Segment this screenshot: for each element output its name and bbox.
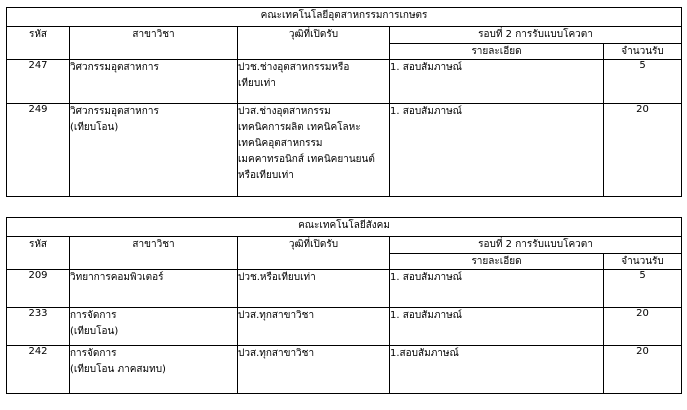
- row-major: [70, 308, 238, 346]
- qualification-line: เมคคาทรอนิกส์ เทคนิคยานยนต์: [238, 154, 375, 165]
- row-major: [70, 270, 238, 308]
- row-major: [70, 346, 238, 394]
- major-line: วิศวกรรมอุตสาหการ: [70, 106, 159, 117]
- header-qualification: วุฒิที่เปิดรับ: [238, 27, 390, 60]
- table-row: [7, 104, 682, 197]
- row-code: 209: [7, 270, 70, 308]
- header-detail: รายละเอียด: [390, 44, 604, 60]
- major-line: วิทยาการคอมพิวเตอร์: [70, 272, 164, 283]
- row-qualification: [238, 60, 390, 104]
- qualification-line: เทียบเท่า: [238, 78, 276, 89]
- header-code: รหัส: [7, 27, 70, 60]
- table-row: [7, 346, 682, 394]
- header-major: สาขาวิชา: [70, 27, 238, 60]
- qualification-line: ปวส.ช่างอุตสาหกรรม: [238, 106, 331, 117]
- row-count: 20: [604, 346, 682, 394]
- major-line: วิศวกรรมอุตสาหการ: [70, 62, 159, 73]
- row-count: 20: [604, 104, 682, 197]
- row-code: 247: [7, 60, 70, 104]
- row-code: 242: [7, 346, 70, 394]
- qualification-line: ปวช.ช่างอุตสาหกรรมหรือ: [238, 62, 350, 73]
- row-count: 5: [604, 60, 682, 104]
- row-qualification: [238, 308, 390, 346]
- faculty-table-agro-industrial: [6, 7, 682, 197]
- qualification-line: เทคนิคการผลิต เทคนิคโลหะ: [238, 122, 361, 133]
- qualification-line: ปวส.ทุกสาขาวิชา: [238, 348, 315, 359]
- qualification-line: เทคนิคอุตสาหกรรม: [238, 138, 323, 149]
- row-detail: 1. สอบสัมภาษณ์: [390, 270, 604, 308]
- row-detail: 1. สอบสัมภาษณ์: [390, 104, 604, 197]
- qualification-line: ปวช.หรือเทียบเท่า: [238, 272, 316, 283]
- table-row: [7, 60, 682, 104]
- row-code: 233: [7, 308, 70, 346]
- row-count: 20: [604, 308, 682, 346]
- row-qualification: [238, 104, 390, 197]
- header-code: รหัส: [7, 237, 70, 270]
- major-line: (เทียบโอน): [70, 326, 119, 337]
- header-round: รอบที่ 2 การรับแบบโควตา: [390, 237, 682, 254]
- header-count: จำนวนรับ: [604, 254, 682, 270]
- major-line: การจัดการ: [70, 310, 117, 321]
- qualification-line: ปวส.ทุกสาขาวิชา: [238, 310, 315, 321]
- header-major: สาขาวิชา: [70, 237, 238, 270]
- table-row: [7, 270, 682, 308]
- faculty-title: คณะเทคโนโลยีสังคม: [7, 218, 682, 237]
- header-qualification: วุฒิที่เปิดรับ: [238, 237, 390, 270]
- faculty-title: คณะเทคโนโลยีอุตสาหกรรมการเกษตร: [7, 8, 682, 27]
- row-detail: 1.สอบสัมภาษณ์: [390, 346, 604, 394]
- row-qualification: [238, 270, 390, 308]
- row-detail: 1. สอบสัมภาษณ์: [390, 308, 604, 346]
- header-count: จำนวนรับ: [604, 44, 682, 60]
- row-count: 5: [604, 270, 682, 308]
- qualification-line: หรือเทียบเท่า: [238, 170, 294, 181]
- row-major: [70, 60, 238, 104]
- faculty-table-social-technology: [6, 217, 682, 394]
- row-detail: 1. สอบสัมภาษณ์: [390, 60, 604, 104]
- major-line: (เทียบโอน ภาคสมทบ): [70, 364, 166, 375]
- row-qualification: [238, 346, 390, 394]
- table-row: [7, 308, 682, 346]
- row-major: [70, 104, 238, 197]
- header-detail: รายละเอียด: [390, 254, 604, 270]
- major-line: การจัดการ: [70, 348, 117, 359]
- header-round: รอบที่ 2 การรับแบบโควตา: [390, 27, 682, 44]
- row-code: 249: [7, 104, 70, 197]
- major-line: (เทียบโอน): [70, 122, 119, 133]
